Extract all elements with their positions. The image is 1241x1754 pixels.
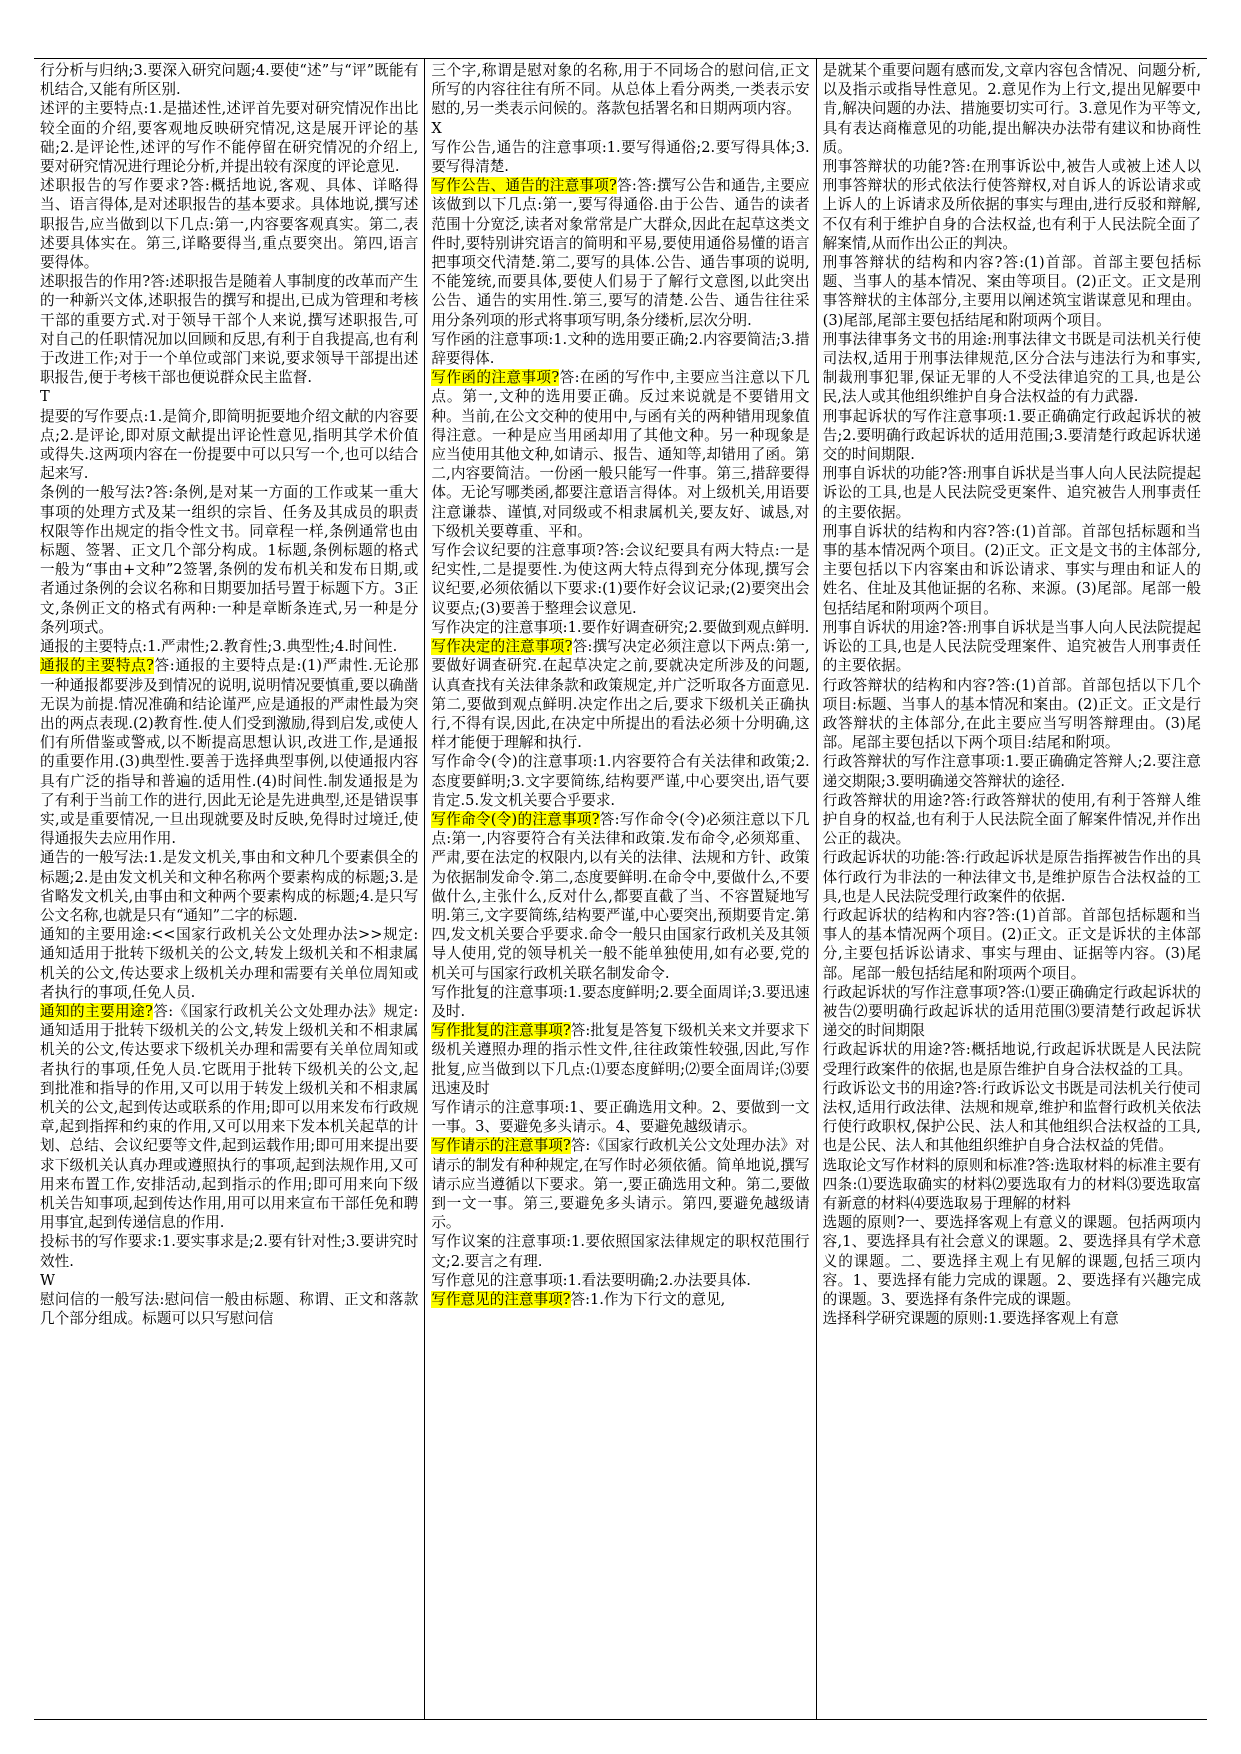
entry-text: 行政起诉状的用途?答:概括地说,行政起诉状既是人民法院受理行政案件的依据,也是原告维护自身合法权益的工具。 [822, 1041, 1201, 1078]
entry-paragraph [823, 752, 1201, 790]
entry-text: 行政诉讼文书的用途?答:行政诉讼文书既是司法机关行使司法权,适用行政法律、法规和规章,维护和监督行政机关依法行使行政职权,保护公民、法人和其他组织合法权益的工具,也是公民、法人和其他组织维护自身合法权益的凭借。 [822, 1079, 1201, 1155]
entry-text: 行政起诉状的结构和内容?答:(1)首部。首部包括标题和当事人的基本情况两个项目。(2)正文。正文是诉状的主体部分,主要包括诉讼请求、事实与理由、证据等内容。(3)尾部。尾部一般包括结尾和附项两个项目。 [822, 906, 1201, 982]
entry-paragraph [40, 61, 418, 99]
entry-paragraph [823, 522, 1201, 618]
entry-paragraph [823, 1309, 1201, 1328]
entry-paragraph [431, 330, 809, 368]
entry-paragraph [40, 176, 418, 272]
entry-text: 述职报告的作用?答:述职报告是随着人事制度的改革而产生的一种新兴文体,述职报告的撰写和提出,已成为管理和考核干部的重要方式.对于领导干部个人来说,撰写述职报告,可对自己的任职情况加以回顾和反思,有利于自我提高,也有利于改进工作;对于一个单位或部门来说,要求领导干部提出述职报告,便于考核干部也便说群众民主监督. [40, 273, 419, 387]
entry-paragraph [431, 810, 809, 983]
entry-text: 行政答辩状的用途?答:行政答辩状的使用,有利于答辩人维护自身的权益,也有利于人民法院全面了解案件情况,并作出公正的裁决。 [822, 791, 1201, 848]
entry-text: 写作意见的注意事项:1.看法要明确;2.办法要具体. [431, 1271, 751, 1289]
entry-paragraph [40, 99, 418, 176]
entry-paragraph [431, 1290, 809, 1309]
highlighted-question: 写作批复的注意事项? [431, 1022, 571, 1040]
entry-text: 提要的写作要点:1.是简介,即简明扼要地介绍文献的内容要点;2.是评论,即对原文献提出评论性意见,指明其学术价值或得失.这两项内容在一份提要中可以只写一个,也可以结合起来写. [40, 407, 419, 483]
entry-text: 行政答辩状的结构和内容?答:(1)首部。首部包括以下几个项目:标题、当事人的基本情况和案由。(2)正文。正文是行政答辩状的主体部分,在此主要应当写明答辩理由。(3)尾部。尾部主要包括以下两个项目:结尾和附项。 [822, 676, 1201, 752]
entry-paragraph [823, 906, 1201, 983]
entry-text: 条例的一般写法?答:条例,是对某一方面的工作或某一重大事项的处理方式及某一组织的宗旨、任务及其成员的职责权限等作出规定的指令性文书。同章程一样,条例通常也由标题、签署、正文几个部分构成。1标题,条例标题的格式一般为“事由+文种”2签署,条例的发布机关和发布日期,或者通过条例的会议名称和日期要加括号置于标题下方。3正文,条例正文的格式有两种:一种是章断条连式,另一种是分条列项式。 [40, 484, 419, 636]
entry-paragraph [823, 1213, 1201, 1309]
entry-text: 述评的主要特点:1.是描述性,述评首先要对研究情况作出比较全面的介绍,要客观地反映研究情况,这是展开评论的基础;2.是评论性,述评的写作不能停留在研究情况的介绍上,要对研究情况进行理论分析,并提出较有深度的评论意见. [40, 100, 419, 176]
entry-text: 刑事自诉状的用途?答:刑事自诉状是当事人向人民法院提起诉讼的工具,也是人民法院受理案件、追究被告人刑事责任的主要依据。 [822, 618, 1201, 675]
entry-text: 三个字,称谓是慰对象的名称,用于不同场合的慰问信,正文所写的内容往往有所不同。从总体上看分两类,一类表示安慰的,另一类表示问候的。落款包括署名和日期两项内容。 [431, 62, 810, 118]
entry-paragraph [431, 1271, 809, 1290]
entry-text: 慰问信的一般写法:慰问信一般由标题、称谓、正文和落款几个部分组成。标题可以只写慰问信 [40, 1291, 419, 1328]
entry-paragraph [40, 1002, 418, 1232]
entry-paragraph [823, 1156, 1201, 1214]
entry-paragraph [431, 368, 809, 541]
entry-text: 写作命令(令)的注意事项:1.内容要符合有关法律和政策;2.态度要鲜明;3.文字要简练,结构要严谨,中心要突出,语气要肯定.5.发文机关要合乎要求. [431, 753, 810, 809]
highlighted-question: 通报的主要特点? [40, 657, 154, 675]
entry-paragraph [431, 1021, 809, 1098]
entry-text: 述职报告的写作要求?答:概括地说,客观、具体、详略得当、语言得体,是对述职报告的基本要求。具体地说,撰写述职报告,应当做到以下几点:第一,内容要客观真实。第二,表述要具体实在。第三,详略要得当,重点要突出。第四,语言要得体。 [40, 177, 419, 272]
entry-paragraph [431, 176, 809, 330]
entry-text: 是就某个重要问题有感而发,文章内容包含情况、问题分析,以及指示或指导性意见。2.意见作为上行文,提出见解要中肯,解决问题的办法、措施要切实可行。3.意见作为平等文,具有表达商権意见的功能,提出解决办法带有建议和协商性质。 [822, 62, 1201, 156]
entry-paragraph [431, 752, 809, 810]
entry-text: 行政起诉状的写作注意事项?答:⑴要正确确定行政起诉状的被告⑵要明确行政起诉状的适用范围⑶要清楚行政起诉状递交的时间期限 [822, 983, 1201, 1040]
entry-text: 行政答辩状的写作注意事项:1.要正确确定答辩人;2.要注意递交期限;3.要明确递交答辩状的途径. [822, 753, 1201, 790]
entry-text: 通报的主要特点:1.严肃性;2.教育性;3.典型性;4.时间性. [40, 638, 398, 656]
entry-text: 投标书的写作要求:1.要实事求是;2.要有针对性;3.要讲究时效性. [40, 1233, 419, 1270]
text-column-right [816, 59, 1207, 1719]
highlighted-question: 写作决定的注意事项? [431, 638, 573, 656]
entry-text: 刑事答辩状的结构和内容?答:(1)首部。首部主要包括标题、当事人的基本情况、案由等项目。(2)正文。正文是刑事答辩状的主体部分,主要用以阐述筑宝谐谋意见和理由。(3)尾部,尾部主要包括结尾和附项两个项目。 [822, 254, 1201, 329]
entry-text: 写作议案的注意事项:1.要依照国家法律规定的职权范围行文;2.要言之有理. [431, 1233, 810, 1270]
entry-text: 通告的一般写法:1.是发文机关,事由和文种几个要素俱全的标题;2.是由发文机关和文种名称两个要素构成的标题;3.是省略发文机关,由事由和文种两个要素构成的标题;4.是只写公文名称,也就是只有“通知”二字的标题. [40, 849, 419, 924]
entry-text: 写作请示的注意事项:1、要正确选用文种。2、要做到一文一事。3、要避免多头请示。4、要避免越级请示。 [431, 1098, 810, 1136]
entry-text: 写作函的注意事项:1.文种的选用要正确;2.内容要简洁;3.措辞要得体. [431, 330, 810, 368]
entry-paragraph [40, 483, 418, 637]
entry-paragraph [431, 637, 809, 752]
document-page [34, 58, 1207, 1720]
entry-paragraph [431, 983, 809, 1021]
entry-text: 答:在函的写作中,主要应当注意以下几点。第一,文种的选用要正确。反过来说就是不要错用文种。当前,在公文交种的使用中,与函有关的两种错用现象值得注意。一种是应当用函却用了其他文种。另一种现象是应当使用其他文种,如请示、报告、通知等,却错用了函。第二,内容要简洁。一份函一般只能写一件事。第三,措辞要得体。无论写哪类函,都要注意语言得体。对上级机关,用语要注意谦恭、谨慎,对同级或不相隶属机关,要友好、诚恳,对下级机关要尊重、平和。 [431, 369, 810, 540]
entry-paragraph [823, 983, 1201, 1041]
entry-paragraph [431, 138, 809, 176]
entry-text: 刑事法律事务文书的用途:刑事法律文书既是司法机关行使司法权,适用于刑事法律规范,区分合法与违法行为和事实,制裁刑事犯罪,保证无罪的人不受法律追究的工具,也是公民,法人或其他组织维护自身合法权益的有力武器. [822, 330, 1201, 406]
entry-paragraph [431, 618, 809, 637]
entry-paragraph [40, 1232, 418, 1270]
entry-text: 写作批复的注意事项:1.要态度鲜明;2.要全面周详;3.要迅速及时. [431, 983, 810, 1020]
entry-paragraph [823, 464, 1201, 522]
entry-paragraph [823, 676, 1201, 753]
entry-text: 答:批复是答复下级机关来文并要求下级机关遵照办理的指示性文件,往往政策性较强,因此,写作批复,应当做到以下几点:⑴要态度鲜明;⑵要全面周详;⑶要迅速及时 [431, 1022, 810, 1097]
entry-paragraph [823, 618, 1201, 676]
entry-paragraph [823, 1040, 1201, 1078]
entry-paragraph [823, 253, 1201, 330]
entry-text: 选取论文写作材料的原则和标准?答:选取材料的标准主要有四条:⑴要选取确实的材料⑵要选取有力的材料⑶要选取富有新意的材料⑷要选取易于理解的材料 [822, 1156, 1201, 1212]
highlighted-question: 写作函的注意事项? [431, 369, 560, 387]
entry-paragraph [823, 791, 1201, 849]
entry-text: 行分析与归纳;3.要深入研究问题;4.要使“述”与“评”既能有机结合,又能有所区别. [40, 62, 419, 99]
entry-text: 答:《国家行政机关公文处理办法》对请示的制发有种种规定,在写作时必须依循。简单地说,撰写请示应当遵循以下要求。第一,要正确选用文种。第二,要做到一文一事。第三,要避免多头请示。第四,要避免越级请示。 [431, 1137, 810, 1232]
entry-paragraph [40, 637, 418, 656]
entry-text: 答:1.作为下行文的意见, [570, 1291, 726, 1308]
text-column-middle [424, 59, 815, 1719]
entry-paragraph [823, 407, 1201, 465]
entry-text: 刑事自诉状的结构和内容?答:(1)首部。首部包括标题和当事的基本情况两个项目。(2)正文。正文是文书的主体部分,主要包括以下内容案由和诉讼请求、事实与理由和证人的姓名、住址及其他证据的名称、来源。(3)尾部。尾部一般包括结尾和附项两个项目。 [822, 522, 1201, 617]
entry-text: 答:答:撰写公告和通告,主要应该做到以下几点:第一,要写得通俗.由于公告、通告的读者范围十分宽泛,读者对象常常是广大群众,因此在起草这类文件时,要特别讲究语言的简明和平易,要使用通俗易懂的语言把事项交代清楚.第二,要写的具体.公告、通告事项的说明,不能笼统,而要具体,要使人们易于了解行文意图,以此突出公告、通告的实用性.第三,要写的清楚.公告、通告往往采用分条列项的形式将事项写明,条分缕析,层次分明. [431, 177, 810, 329]
entry-text: 答:撰写决定必须注意以下两点:第一,要做好调查研究.在起草决定之前,要就决定所涉及的问题,认真查找有关法律条款和政策规定,并广泛听取各方面意见.第二,要做到观点鲜明.决定作出之后,要求下级机关正确执行,不得有误,因此,在决定中所提出的看法必须十分明确,这样才能便于理解和执行. [431, 638, 810, 752]
entry-paragraph [40, 656, 418, 848]
entry-paragraph [40, 272, 418, 387]
text-column-left [34, 59, 424, 1719]
entry-text: 写作公告,通告的注意事项:1.要写得通俗;2.要写得具体;3.要写得清楚. [431, 138, 810, 176]
entry-paragraph [431, 61, 809, 119]
section-letter: X [431, 119, 442, 137]
entry-text: 刑事起诉状的写作注意事项:1.要正确确定行政起诉状的被告;2.要明确行政起诉状的适用范围;3.要清楚行政起诉状递交的时间期限. [822, 407, 1201, 464]
entry-paragraph [40, 848, 418, 925]
highlighted-question: 写作请示的注意事项? [431, 1137, 571, 1155]
entry-paragraph [823, 157, 1201, 253]
entry-text: 刑事答辩状的功能?答:在刑事诉讼中,被告人或被上述人以刑事答辩状的形式依法行使答辩权,对自诉人的诉讼请求或上诉人的上诉请求及所依据的事实与理由,进行反驳和辩解,不仅有利于维护自身的合法权益,也有利于人民法院全面了解案情,从而作出公正的判决。 [822, 158, 1201, 252]
entry-paragraph [823, 61, 1201, 157]
entry-paragraph [40, 925, 418, 1002]
entry-paragraph [431, 1136, 809, 1232]
highlighted-question: 写作公告、通告的注意事项? [431, 177, 617, 195]
entry-text: 通知的主要用途:<<国家行政机关公文处理办法>>规定:通知适用于批转下级机关的公文,转发上级机关和不相隶属机关的公文,传达要求上级机关办理和需要有关单位周知或者执行的事项,任免人员. [40, 926, 419, 1001]
entry-text: 写作会议纪要的注意事项?答:会议纪要具有两大特点:一是纪实性,二是提要性.为使这两大特点得到充分体现,撰写会议纪要,必须依循以下要求:(1)要作好会议记录;(2)要突出会议要点;(3)要善于整理会议意见. [431, 542, 810, 617]
section-letter: T [40, 388, 50, 406]
entry-text: 选择科学研究课题的原则:1.要选择客观上有意 [822, 1310, 1119, 1328]
entry-text: 答:《国家行政机关公文处理办法》规定:通知适用于批转下级机关的公文,转发上级机关和不相隶属机关的公文,传达要求下级机关办理和需要有关单位周知或者执行的事项,任免人员.它既用于批转下级机关的公文,起到批准和指导的作用,又可以用于转发上级机关和不相隶属机关的公文,起到传达或联系的作用;即可以用来发布行政规章,起到指挥和约束的作用,又可以用来下发本机关起草的计划、总结、会议纪要等文件,起到运载作用;即可用来提出要求下级机关认真办理或遵照执行的事项,起到法规作用,又可用来布置工作,安排活动,起到指示的作用;即可用来向下级机关告知事项,起到传达作用,用可以用来宣布干部任免和聘用事宜,起到传递信息的作用. [40, 1002, 419, 1232]
highlighted-question: 通知的主要用途? [40, 1002, 153, 1020]
entry-text: 刑事自诉状的功能?答:刑事自诉状是当事人向人民法院提起诉讼的工具,也是人民法院受更案件、追究被告人刑事责任的主要依据。 [822, 465, 1201, 521]
highlighted-question: 写作意见的注意事项? [431, 1291, 571, 1308]
entry-paragraph [431, 1098, 809, 1136]
highlighted-question: 写作命令(令)的注意事项? [431, 810, 600, 828]
entry-paragraph [823, 1079, 1201, 1156]
entry-text: 选题的原则?一、要选择客观上有意义的课题。包括两项内容,1、要选择具有社会意义的课题。2、要选择具有学术意义的课题。二、要选择主观上有见解的课题,包括三项内容。1、要选择有能力完成的课题。2、要选择有兴趣完成的课题。3、要选择有条件完成的课题。 [822, 1214, 1201, 1308]
entry-paragraph [40, 407, 418, 484]
entry-text: 行政起诉状的功能:答:行政起诉状是原告指挥被告作出的具体行政行为非法的一种法律文书,是维护原告合法权益的工具,也是人民法院受理行政案件的依据. [822, 849, 1201, 905]
entry-paragraph [431, 541, 809, 618]
entry-text: 写作决定的注意事项:1.要作好调查研究;2.要做到观点鲜明. [431, 618, 810, 636]
entry-text: 答:写作命令(令)必须注意以下几点:第一,内容要符合有关法律和政策.发布命令,必须郑重、严肃,要在法定的权限内,以有关的法律、法规和方针、政策为依据制发命令.第二,态度要鲜明.在命令中,要做什么,不要做什么,主张什么,反对什么,都要直截了当、不容置疑地写明.第三,文字要简练,结构要严谨,中心要突出,预期要肯定.第四,发文机关要合乎要求.命令一般只由国家行政机关及其领导人使用,党的领导机关一般不能单独使用,如有必要,党的机关可与国家行政机关联名制发命令. [431, 810, 810, 982]
entry-text: 答:通报的主要特点是:(1)严肃性.无论那一种通报都要涉及到情况的说明,说明情况要慎重,要以确凿无误为前提.情况准确和结论谨严,应是通报的严肃性最为突出的两点表现.(2)教育性.使人们受到激励,得到启发,或使人们有所借鉴或警戒,以不断提高思想认识,改进工作,是通报的重要作用.(3)典型性.要善于选择典型事例,以使通报内容具有广泛的指导和普遍的适用性.(4)时间性.制发通报是为了有利于当前工作的进行,因此无论是先进典型,还是错误事实,或是重要情况,一旦出现就要及时反映,免得时过境迁,使得通报失去应用作用. [40, 657, 419, 848]
entry-paragraph [431, 1232, 809, 1270]
entry-paragraph [40, 1290, 418, 1328]
entry-paragraph [823, 330, 1201, 407]
section-letter: W [40, 1271, 55, 1289]
entry-paragraph [823, 848, 1201, 906]
